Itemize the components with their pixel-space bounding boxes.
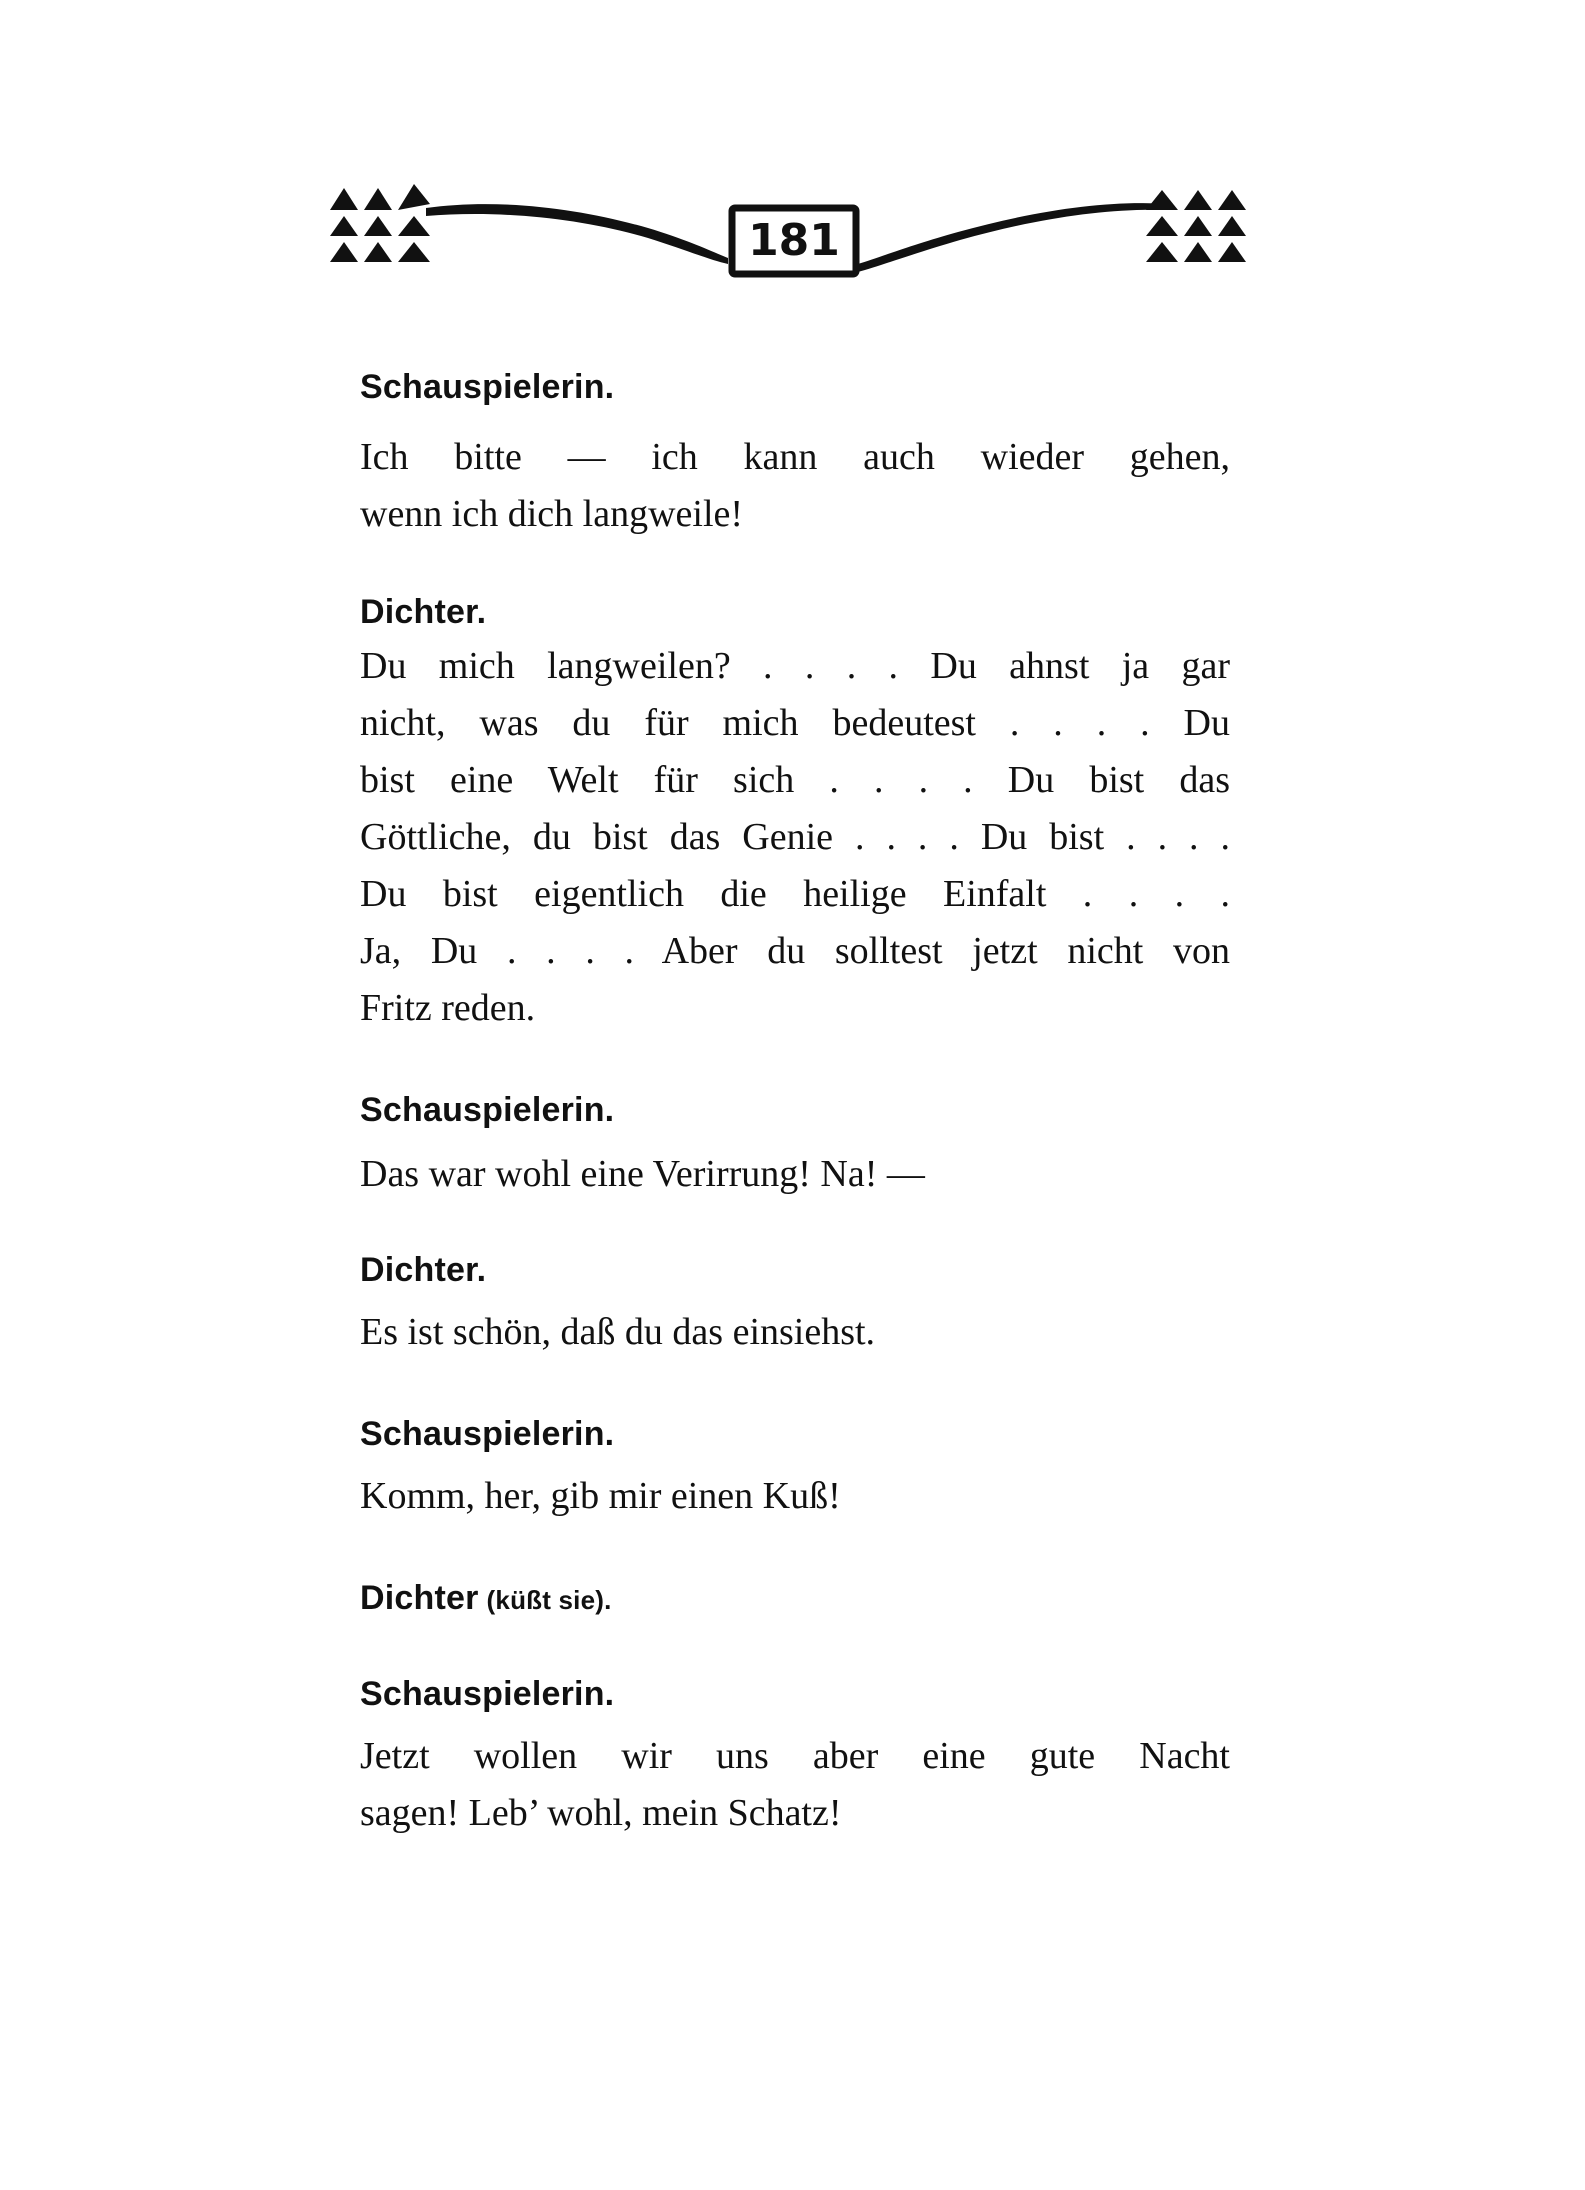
speaker-name: Dichter [360,1579,479,1617]
page-number: 181 [748,215,840,266]
dialogue-block [360,1088,1230,1203]
speaker-name: Schauspielerin. [360,368,615,406]
dialogue-line: sagen! Leb’ wohl, mein Schatz! [360,1792,842,1834]
left-triangle-ornament [330,184,430,262]
dialogue-block [360,1672,1230,1842]
dialogue-block [360,365,1230,543]
speaker-name: Dichter. [360,1251,487,1289]
dialogue-line: Du bist eigentlich die heilige Einfalt . . . . [360,873,1230,915]
speaker-with-stage-direction [360,1576,1230,1622]
speaker-name: Schauspielerin. [360,1675,615,1713]
dialogue-line: Du mich langweilen? . . . . Du ahnst ja gar [360,645,1230,687]
speaker-name: Schauspielerin. [360,1415,615,1453]
dialogue-line: Komm, her, gib mir einen Kuß! [360,1475,841,1517]
speaker-name: Dichter. [360,593,487,631]
dialogue-line: wenn ich dich langweile! [360,493,744,535]
dialogue-block [360,590,1230,1037]
dialogue-line: nicht, was du für mich bedeutest . . . . Du [360,702,1230,744]
dialogue-line: Ja, Du . . . . Aber du solltest jetzt nicht von [360,930,1230,972]
dialogue-line: bist eine Welt für sich . . . . Du bist das [360,759,1230,801]
dialogue-line: Göttliche, du bist das Genie . . . . Du bist . . . . [360,816,1230,858]
dialogue-line: Es ist schön, daß du das einsiehst. [360,1311,876,1353]
dialogue-line: Ich bitte — ich kann auch wieder gehen, [360,436,1230,478]
dialogue-line: Jetzt wollen wir uns aber eine gute Nacht [360,1735,1230,1777]
right-triangle-ornament [1146,190,1246,262]
dialogue-block [360,1576,1230,1622]
dialogue-line: Fritz reden. [360,987,536,1029]
speaker-name: Schauspielerin. [360,1091,615,1129]
stage-direction: (küßt sie). [486,1585,612,1615]
page-header-ornament [318,180,1266,310]
dialogue-block [360,1248,1230,1361]
dialogue-line: Das war wohl eine Verirrung! Na! — [360,1153,925,1195]
dialogue-block [360,1412,1230,1525]
